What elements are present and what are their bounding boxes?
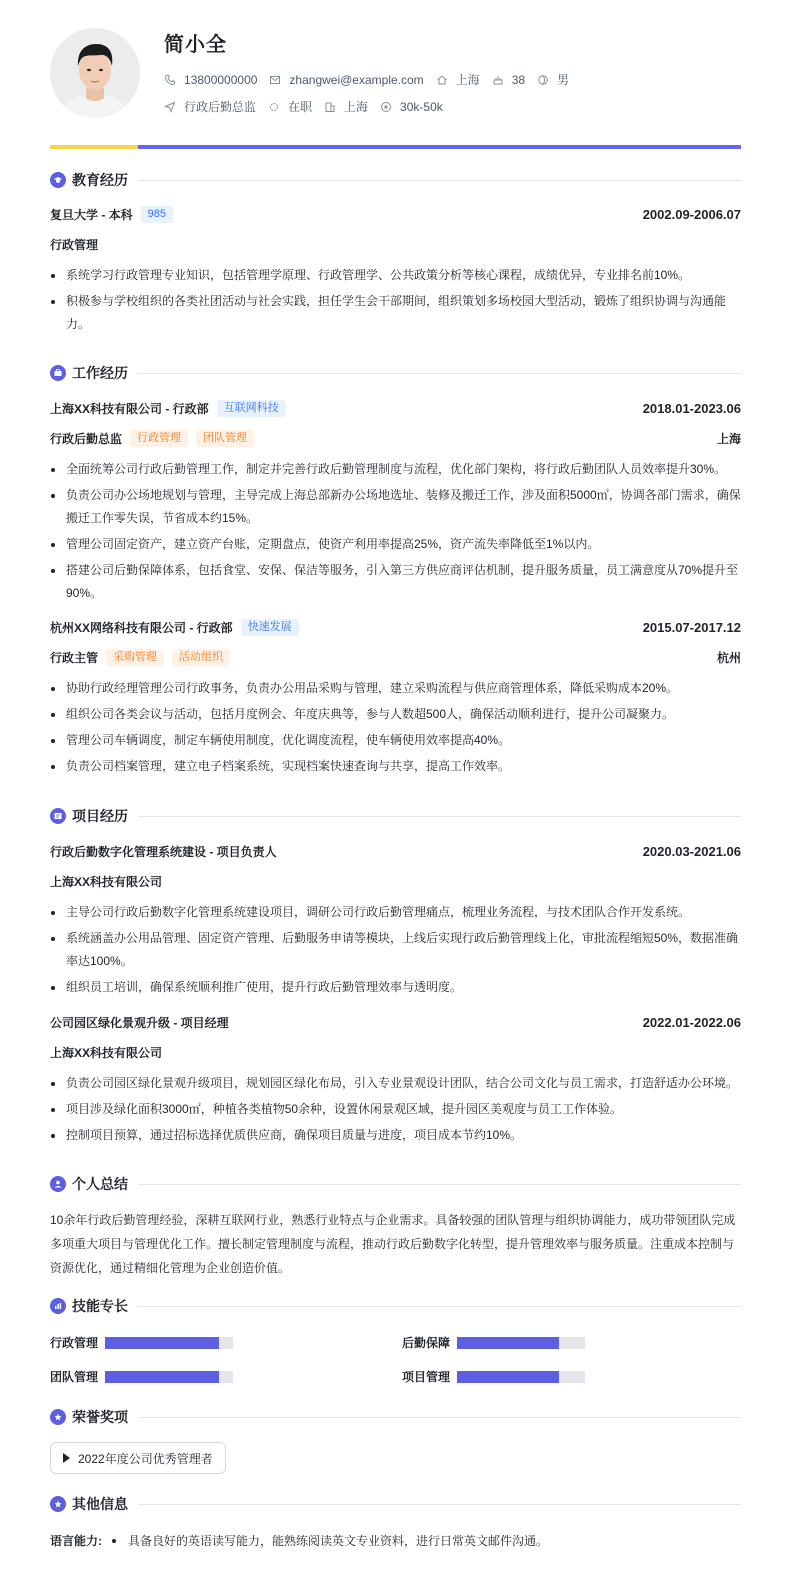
age-info xyxy=(492,73,525,87)
city-info xyxy=(324,98,368,115)
salary-text: 30k-50k xyxy=(400,99,443,114)
section-title-skills: 技能专长 xyxy=(72,1298,128,1314)
work-role-2 xyxy=(50,649,741,666)
send-icon xyxy=(164,101,176,113)
list-item: 负责公司办公场地规划与管理，主导完成上海总部新办公场地选址、装修及搬迁工作，涉及面积5000㎡，协调各部门需求，确保搬迁工作零失误，节省成本约15%。 xyxy=(50,484,741,530)
avatar-portrait-icon xyxy=(50,28,140,118)
company-name: 上海XX科技有限公司 - 行政部 xyxy=(50,402,209,416)
project-date: 2022.01-2022.06 xyxy=(642,1015,741,1030)
section-skills xyxy=(50,1296,741,1316)
section-education xyxy=(50,170,741,190)
salary-icon xyxy=(380,101,392,113)
section-title-projects: 项目经历 xyxy=(72,808,128,824)
status-info xyxy=(268,98,312,115)
section-title-summary: 个人总结 xyxy=(72,1176,128,1192)
skill-tag: 团队管理 xyxy=(196,430,254,447)
phone-text[interactable]: 13800000000 xyxy=(184,72,258,87)
contact-row xyxy=(164,71,581,88)
project-date: 2020.03-2021.06 xyxy=(642,844,741,859)
project-company-row-2 xyxy=(50,1044,741,1061)
section-divider xyxy=(138,373,741,374)
company-name: 杭州XX网络科技有限公司 - 行政部 xyxy=(50,621,233,635)
work-city: 杭州 xyxy=(716,651,741,665)
project-company-row-1 xyxy=(50,873,741,890)
list-item: 协助行政经理管理公司行政事务，负责办公用品采购与管理，建立采购流程与供应商管理体系，降低采购成本20%。 xyxy=(50,677,741,700)
project-name: 公司园区绿化景观升级 - 项目经理 xyxy=(50,1016,229,1030)
skill-bar xyxy=(105,1371,233,1383)
city-text: 上海 xyxy=(344,100,369,114)
section-divider xyxy=(138,1184,741,1185)
skill-item xyxy=(50,1368,233,1385)
avatar xyxy=(50,28,140,118)
education-major-row xyxy=(50,236,741,253)
gender-info xyxy=(537,71,569,88)
section-title-education: 教育经历 xyxy=(72,172,128,188)
skill-item xyxy=(50,1334,233,1351)
skill-item xyxy=(402,1368,585,1385)
award-text: 2022年度公司优秀管理者 xyxy=(78,1451,213,1466)
project-header-1 xyxy=(50,843,741,860)
project-company: 上海XX科技有限公司 xyxy=(50,1046,163,1060)
list-item: 组织员工培训，确保系统顺利推广使用，提升行政后勤管理效率与透明度。 xyxy=(50,976,741,999)
phone-info xyxy=(164,73,257,87)
bullet-dot xyxy=(112,1539,116,1543)
home-icon xyxy=(436,74,448,86)
work-bullets-2 xyxy=(50,677,741,781)
list-item: 负责公司园区绿化景观升级项目，规划园区绿化布局，引入专业景观设计团队，结合公司文化与员工需求，打造舒适办公环境。 xyxy=(50,1072,741,1095)
skill-name: 行政管理 xyxy=(50,1336,99,1350)
list-item: 管理公司固定资产，建立资产台账，定期盘点，使资产利用率提高25%，资产流失率降低至1%以内。 xyxy=(50,533,741,556)
position-text: 行政后勤总监 xyxy=(184,100,257,114)
job-title: 行政后勤总监 xyxy=(50,432,123,446)
skill-bar xyxy=(105,1337,233,1349)
list-item: 系统涵盖办公用品管理、固定资产管理、后勤服务申请等模块，上线后实现行政后勤管理线上化，审批流程缩短50%，数据准确率达100%。 xyxy=(50,927,741,973)
language-row xyxy=(50,1532,548,1549)
info-icon xyxy=(50,1496,66,1512)
section-title-work: 工作经历 xyxy=(72,365,128,381)
project-name: 行政后勤数字化管理系统建设 - 项目负责人 xyxy=(50,845,277,859)
section-title-other: 其他信息 xyxy=(72,1496,128,1512)
company-tag: 互联网科技 xyxy=(217,400,286,417)
work-header-2 xyxy=(50,619,741,636)
company-tag: 快速发展 xyxy=(241,619,299,636)
work-date: 2018.01-2023.06 xyxy=(642,401,741,416)
language-text: 具备良好的英语读写能力，能熟练阅读英文专业资料，进行日常英文邮件沟通。 xyxy=(128,1534,549,1548)
language-label: 语言能力: xyxy=(50,1534,102,1548)
education-bullets xyxy=(50,264,741,339)
email-icon xyxy=(269,74,281,86)
status-text: 在职 xyxy=(288,100,313,114)
section-other xyxy=(50,1494,741,1514)
major: 行政管理 xyxy=(50,238,99,252)
list-item: 组织公司各类会议与活动，包括月度例会、年度庆典等，参与人数超500人，确保活动顺利进行，提升公司凝聚力。 xyxy=(50,703,741,726)
project-icon xyxy=(50,808,66,824)
list-item: 全面统筹公司行政后勤管理工作，制定并完善行政后勤管理制度与流程，优化部门架构，将行政后勤团队人员效率提升30%。 xyxy=(50,458,741,481)
list-item: 主导公司行政后勤数字化管理系统建设项目，调研公司行政后勤管理痛点，梳理业务流程，与技术团队合作开发系统。 xyxy=(50,901,741,924)
school-tag: 985 xyxy=(141,206,173,223)
position-info xyxy=(164,98,256,115)
skill-name: 项目管理 xyxy=(402,1370,451,1384)
skill-level-fill xyxy=(105,1371,219,1383)
list-item: 积极参与学校组织的各类社团活动与社会实践，担任学生会干部期间，组织策划多场校园大型活动，锻炼了组织协调与沟通能力。 xyxy=(50,290,741,336)
header-divider-bar xyxy=(50,145,741,149)
list-item: 管理公司车辆调度，制定车辆使用制度，优化调度流程，使车辆使用效率提高40%。 xyxy=(50,729,741,752)
age-text: 38 xyxy=(511,72,526,87)
section-projects xyxy=(50,806,741,826)
school-name: 复旦大学 - 本科 xyxy=(50,208,133,222)
email-text[interactable]: zhangwei@example.com xyxy=(289,72,424,87)
project-bullets-2 xyxy=(50,1072,741,1150)
skill-name: 团队管理 xyxy=(50,1370,99,1384)
skill-bar xyxy=(457,1371,585,1383)
skill-item xyxy=(402,1334,585,1351)
education-date: 2002.09-2006.07 xyxy=(642,207,741,222)
work-header-1 xyxy=(50,400,741,417)
skill-level-fill xyxy=(457,1337,559,1349)
work-city: 上海 xyxy=(716,432,741,446)
work-bullets-1 xyxy=(50,458,741,608)
section-divider xyxy=(138,1504,741,1505)
project-company: 上海XX科技有限公司 xyxy=(50,875,163,889)
section-divider xyxy=(138,816,741,817)
education-header xyxy=(50,206,741,223)
award-icon xyxy=(50,1409,66,1425)
job-title: 行政主管 xyxy=(50,651,99,665)
list-item: 项目涉及绿化面积3000㎡，种植各类植物50余种，设置休闲景观区域，提升园区美观度与员工工作体验。 xyxy=(50,1098,741,1121)
email-info xyxy=(269,73,423,87)
location-info xyxy=(436,71,480,88)
candidate-name: 简小全 xyxy=(164,34,227,56)
status-icon xyxy=(268,101,280,113)
skill-name: 后勤保障 xyxy=(402,1336,451,1350)
skill-bar xyxy=(457,1337,585,1349)
list-item: 控制项目预算，通过招标选择优质供应商，确保项目质量与进度，项目成本节约10%。 xyxy=(50,1124,741,1147)
chart-icon xyxy=(50,1298,66,1314)
cake-icon xyxy=(492,74,504,86)
work-role-1 xyxy=(50,430,741,447)
location-text: 上海 xyxy=(455,73,480,87)
list-item: 搭建公司后勤保障体系，包括食堂、安保、保洁等服务，引入第三方供应商评估机制，提升服务质量，员工满意度从70%提升至90%。 xyxy=(50,559,741,605)
phone-icon xyxy=(164,74,176,86)
skill-tag: 行政管理 xyxy=(130,430,188,447)
resume-header xyxy=(50,28,750,120)
skill-level-fill xyxy=(105,1337,219,1349)
play-icon xyxy=(63,1453,70,1463)
project-bullets-1 xyxy=(50,901,741,1002)
summary-text: 10余年行政后勤管理经验，深耕互联网行业，熟悉行业特点与企业需求。具备较强的团队管理与组织协调能力，成功带领团队完成多项重大项目与管理优化工作。擅长制定管理制度与流程，推动行政后勤数字化转型，提升管理效率与服务质量。注重成本控制与资源优化，通过精细化管理为企业创造价值。 xyxy=(50,1213,736,1275)
graduation-cap-icon xyxy=(50,172,66,188)
award-item[interactable] xyxy=(50,1442,226,1474)
gender-icon xyxy=(537,74,549,86)
skill-tag: 活动组织 xyxy=(172,649,230,666)
building-icon xyxy=(324,101,336,113)
project-header-2 xyxy=(50,1014,741,1031)
skill-tag: 采购管理 xyxy=(106,649,164,666)
skill-level-fill xyxy=(457,1371,559,1383)
work-date: 2015.07-2017.12 xyxy=(642,620,741,635)
section-title-awards: 荣誉奖项 xyxy=(72,1409,128,1425)
header-divider-highlight xyxy=(50,145,138,149)
section-divider xyxy=(138,1417,741,1418)
list-item: 负责公司档案管理，建立电子档案系统，实现档案快速查询与共享，提高工作效率。 xyxy=(50,755,741,778)
gender-text: 男 xyxy=(557,73,570,87)
section-awards xyxy=(50,1407,741,1427)
job-intent-row xyxy=(164,98,455,115)
salary-info xyxy=(380,100,443,114)
section-divider xyxy=(138,180,741,181)
section-work xyxy=(50,363,741,383)
list-item: 系统学习行政管理专业知识，包括管理学原理、行政管理学、公共政策分析等核心课程，成绩优异，专业排名前10%。 xyxy=(50,264,741,287)
section-divider xyxy=(138,1306,741,1307)
section-summary xyxy=(50,1174,741,1194)
user-icon xyxy=(50,1176,66,1192)
briefcase-icon xyxy=(50,365,66,381)
